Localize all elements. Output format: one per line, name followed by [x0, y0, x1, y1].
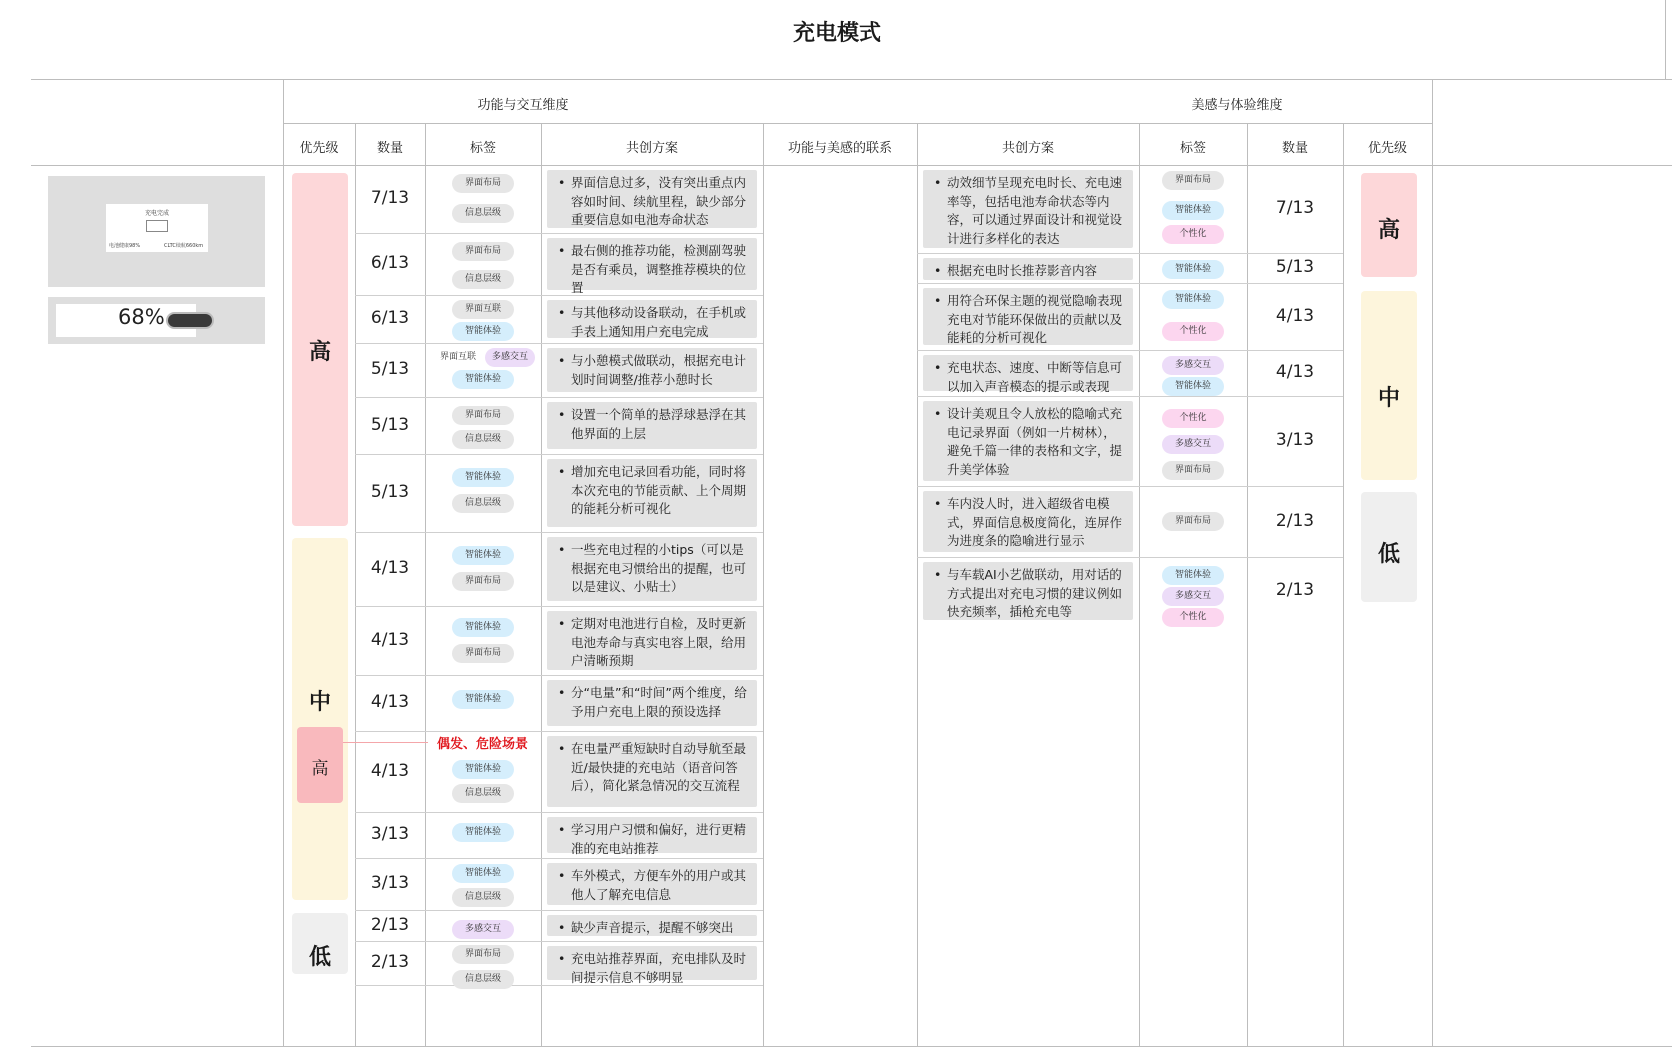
left-row-tag: 智能体验 — [452, 760, 514, 779]
left-row-solution: • 定期对电池进行自检，及时更新电池寿命与真实电容上限，给用户清晰预期 — [547, 611, 757, 670]
left-row-tag: 信息层级 — [452, 204, 514, 223]
left-row-solution: • 学习用户习惯和偏好，进行更精准的充电站推荐 — [547, 817, 757, 853]
left-row-count: 4/13 — [370, 629, 410, 650]
left-row-solution: • 缺少声音提示，提醒不够突出 — [547, 915, 757, 936]
right-row-count: 4/13 — [1275, 362, 1315, 382]
priority-label-right-1: 中 — [1377, 385, 1400, 411]
left-row-divider — [355, 941, 763, 942]
priority-label-left-1: 中 — [308, 689, 331, 715]
right-row-tag: 智能体验 — [1162, 566, 1224, 585]
left-row-count: 5/13 — [370, 414, 410, 435]
right-row-tag: 多感交互 — [1162, 587, 1224, 606]
col-divider-4 — [541, 123, 542, 1046]
left-row-count: 6/13 — [370, 308, 410, 328]
left-row-divider — [355, 812, 763, 813]
left-row-tag: 智能体验 — [452, 823, 514, 842]
column-header-divider — [31, 165, 1672, 166]
left-row-solution: • 设置一个简单的悬浮球悬浮在其他界面的上层 — [547, 402, 757, 449]
left-row-tag: 智能体验 — [452, 864, 514, 883]
left-row-divider — [355, 675, 763, 676]
left-row-divider — [355, 985, 763, 986]
left-row-solution: • 最右侧的推荐功能，检测副驾驶是否有乘员，调整推荐模块的位置 — [547, 238, 757, 290]
col-header-tags-right: 标签 — [1179, 141, 1206, 156]
right-row-divider — [917, 283, 1343, 284]
car-icon — [166, 312, 214, 329]
table-bottom-border — [31, 1046, 1672, 1047]
col-header-solution-left: 共创方案 — [625, 141, 678, 156]
right-row-tag: 界面布局 — [1162, 171, 1224, 190]
right-row-solution: • 设计美观且令人放松的隐喻式充电记录界面（例如一片树林），避免千篇一律的表格和文字，提升美学体验 — [923, 401, 1133, 481]
left-row-tag: 界面布局 — [452, 242, 514, 261]
right-row-tag: 个性化 — [1162, 409, 1224, 428]
left-row-tag: 界面布局 — [452, 945, 514, 964]
left-row-divider — [355, 454, 763, 455]
right-row-tag: 个性化 — [1162, 608, 1224, 627]
right-row-count: 3/13 — [1275, 430, 1315, 450]
left-row-tag: 智能体验 — [452, 618, 514, 637]
right-row-tag: 界面布局 — [1162, 461, 1224, 480]
right-row-tag: 智能体验 — [1162, 260, 1224, 279]
table-right-border — [1665, 0, 1666, 80]
left-row-divider — [355, 295, 763, 296]
left-row-tag: 信息层级 — [452, 970, 514, 989]
left-row-count: 4/13 — [370, 760, 410, 781]
left-row-tag: 信息层级 — [452, 430, 514, 449]
left-row-divider — [355, 910, 763, 911]
section-header-divider — [283, 123, 1433, 124]
left-row-count: 3/13 — [370, 824, 410, 844]
left-row-solution: • 与其他移动设备联动，在手机或手表上通知用户充电完成 — [547, 300, 757, 338]
table-top-border — [31, 79, 1672, 80]
left-row-tag: 信息层级 — [452, 888, 514, 907]
left-row-tag: 界面布局 — [452, 406, 514, 425]
col-header-count-right: 数量 — [1281, 141, 1308, 156]
right-row-tag: 个性化 — [1162, 322, 1224, 341]
col-divider-9 — [1343, 123, 1344, 1046]
right-row-solution: • 与车载AI小艺做联动，用对话的方式提出对充电习惯的建议例如快充频率，插枪充电等 — [923, 562, 1133, 620]
section-right-header: 美感与体验维度 — [1191, 98, 1283, 113]
left-row-tag: 智能体验 — [452, 370, 514, 389]
right-row-solution: • 用符合环保主题的视觉隐喻表现充电对节能环保做出的贡献以及能耗的分析可视化 — [923, 288, 1133, 345]
priority-label-right-0: 高 — [1377, 217, 1400, 243]
col-header-link: 功能与美感的联系 — [787, 141, 892, 156]
left-row-tag: 智能体验 — [452, 690, 514, 709]
left-row-tag: 界面互联 — [452, 300, 514, 319]
left-row-solution: • 分“电量”和“时间”两个维度，给予用户充电上限的预设选择 — [547, 680, 757, 726]
left-row-divider — [355, 606, 763, 607]
charge-complete-title: 充电完成 — [144, 210, 169, 217]
left-row-solution: • 在电量严重短缺时自动导航至最近/最快捷的充电站（语音问答后），简化紧急情况的交互流程 — [547, 736, 757, 807]
left-row-solution: • 增加充电记录回看功能，同时将本次充电的节能贡献、上个周期的能耗分析可视化 — [547, 459, 757, 527]
col-header-count-left: 数量 — [376, 141, 403, 156]
left-row-count: 4/13 — [370, 558, 410, 578]
left-row-count: 6/13 — [370, 253, 410, 273]
right-row-divider — [917, 350, 1343, 351]
left-row-divider — [355, 233, 763, 234]
left-row-divider — [355, 397, 763, 398]
charge-complete-thumbnail — [48, 176, 265, 287]
left-row-tag: 智能体验 — [452, 468, 514, 487]
right-row-count: 5/13 — [1275, 257, 1315, 277]
right-row-solution: • 充电状态、速度、中断等信息可以加入声音模态的提示或表现 — [923, 355, 1133, 391]
left-row-solution: • 与小憩模式做联动，根据充电计划时间调整/推荐小憩时长 — [547, 348, 757, 392]
col-divider-1 — [283, 79, 284, 1046]
left-row-solution: • 界面信息过多，没有突出重点内容如时间、续航里程，缺少部分重要信息如电池寿命状态 — [547, 170, 757, 228]
charge-complete-card — [106, 204, 208, 252]
col-header-priority-right: 优先级 — [1367, 141, 1407, 156]
right-row-tag: 智能体验 — [1162, 290, 1224, 309]
right-row-divider — [917, 253, 1343, 254]
left-row-tag: 界面布局 — [452, 572, 514, 591]
col-header-tags-left: 标签 — [469, 141, 496, 156]
left-row-tag: 多感交互 — [452, 920, 514, 939]
charge-percent: 68% — [118, 305, 165, 329]
left-row-tag: 多感交互 — [485, 348, 535, 367]
left-row-count: 3/13 — [370, 873, 410, 893]
scenario-note: 偶发、危险场景 — [437, 737, 529, 752]
left-row-tag: 界面布局 — [452, 644, 514, 663]
right-row-tag: 多感交互 — [1162, 435, 1224, 454]
charge-progress-thumbnail — [48, 297, 265, 344]
col-header-solution-right: 共创方案 — [1001, 141, 1054, 156]
left-row-divider — [355, 532, 763, 533]
right-row-tag: 界面布局 — [1162, 512, 1224, 531]
priority-label-left-2: 低 — [308, 944, 331, 970]
col-divider-7 — [1139, 123, 1140, 1046]
right-row-tag: 个性化 — [1162, 225, 1224, 244]
section-left-header: 功能与交互维度 — [477, 98, 569, 113]
left-row-count: 4/13 — [370, 692, 410, 712]
right-row-tag: 智能体验 — [1162, 377, 1224, 396]
right-row-count: 4/13 — [1275, 305, 1315, 326]
left-row-tag: 智能体验 — [452, 322, 514, 341]
col-divider-3 — [425, 123, 426, 1046]
left-row-tag: 界面布局 — [452, 174, 514, 193]
left-row-tag: 信息层级 — [452, 270, 514, 289]
right-row-solution: • 车内没人时，进入超级省电模式，界面信息极度简化，连屏作为进度条的隐喻进行显示 — [923, 491, 1133, 552]
right-row-count: 2/13 — [1275, 510, 1315, 531]
left-row-count: 2/13 — [370, 952, 410, 972]
left-row-solution: • 一些充电过程的小tips（可以是根据充电习惯给出的提醒，也可以是建议、小贴士） — [547, 537, 757, 601]
left-row-divider — [355, 858, 763, 859]
right-row-tag: 智能体验 — [1162, 201, 1224, 220]
left-row-tag: 界面互联 — [439, 352, 476, 362]
sub-priority-connector — [343, 742, 428, 743]
left-row-count: 2/13 — [370, 914, 410, 935]
left-row-count: 5/13 — [370, 359, 410, 379]
sub-priority-label: 高 — [311, 759, 329, 779]
battery-icon — [146, 220, 168, 232]
col-divider-6 — [917, 123, 918, 1046]
right-row-solution: • 动效细节呈现充电时长、充电速率等，包括电池寿命状态等内容，可以通过界面设计和视觉设计进行多样化的表达 — [923, 170, 1133, 248]
left-row-solution: • 充电站推荐界面，充电排队及时间提示信息不够明显 — [547, 946, 757, 980]
left-row-solution: • 车外模式，方便车外的用户或其他人了解充电信息 — [547, 863, 757, 905]
left-row-divider — [355, 731, 763, 732]
range-text: CLTC续航660km — [164, 243, 204, 249]
priority-label-right-2: 低 — [1377, 541, 1400, 567]
col-header-priority-left: 优先级 — [299, 141, 339, 156]
left-row-count: 5/13 — [370, 482, 410, 502]
left-row-tag: 信息层级 — [452, 494, 514, 513]
right-row-count: 2/13 — [1275, 580, 1315, 600]
page-title: 充电模式 — [792, 20, 881, 46]
left-row-count: 7/13 — [370, 188, 410, 208]
battery-health-text: 电池健康98% — [109, 243, 141, 249]
left-row-tag: 智能体验 — [452, 546, 514, 565]
right-row-solution: • 根据充电时长推荐影音内容 — [923, 258, 1133, 280]
left-row-tag: 信息层级 — [452, 784, 514, 803]
priority-band-left-1 — [292, 538, 348, 900]
right-row-tag: 多感交互 — [1162, 356, 1224, 375]
col-divider-10 — [1432, 79, 1433, 1046]
right-row-divider — [917, 557, 1343, 558]
col-divider-5 — [763, 123, 764, 1046]
left-row-divider — [355, 343, 763, 344]
right-row-divider — [917, 396, 1343, 397]
priority-label-left-0: 高 — [308, 339, 331, 365]
right-row-count: 7/13 — [1275, 198, 1315, 218]
right-row-divider — [917, 486, 1343, 487]
